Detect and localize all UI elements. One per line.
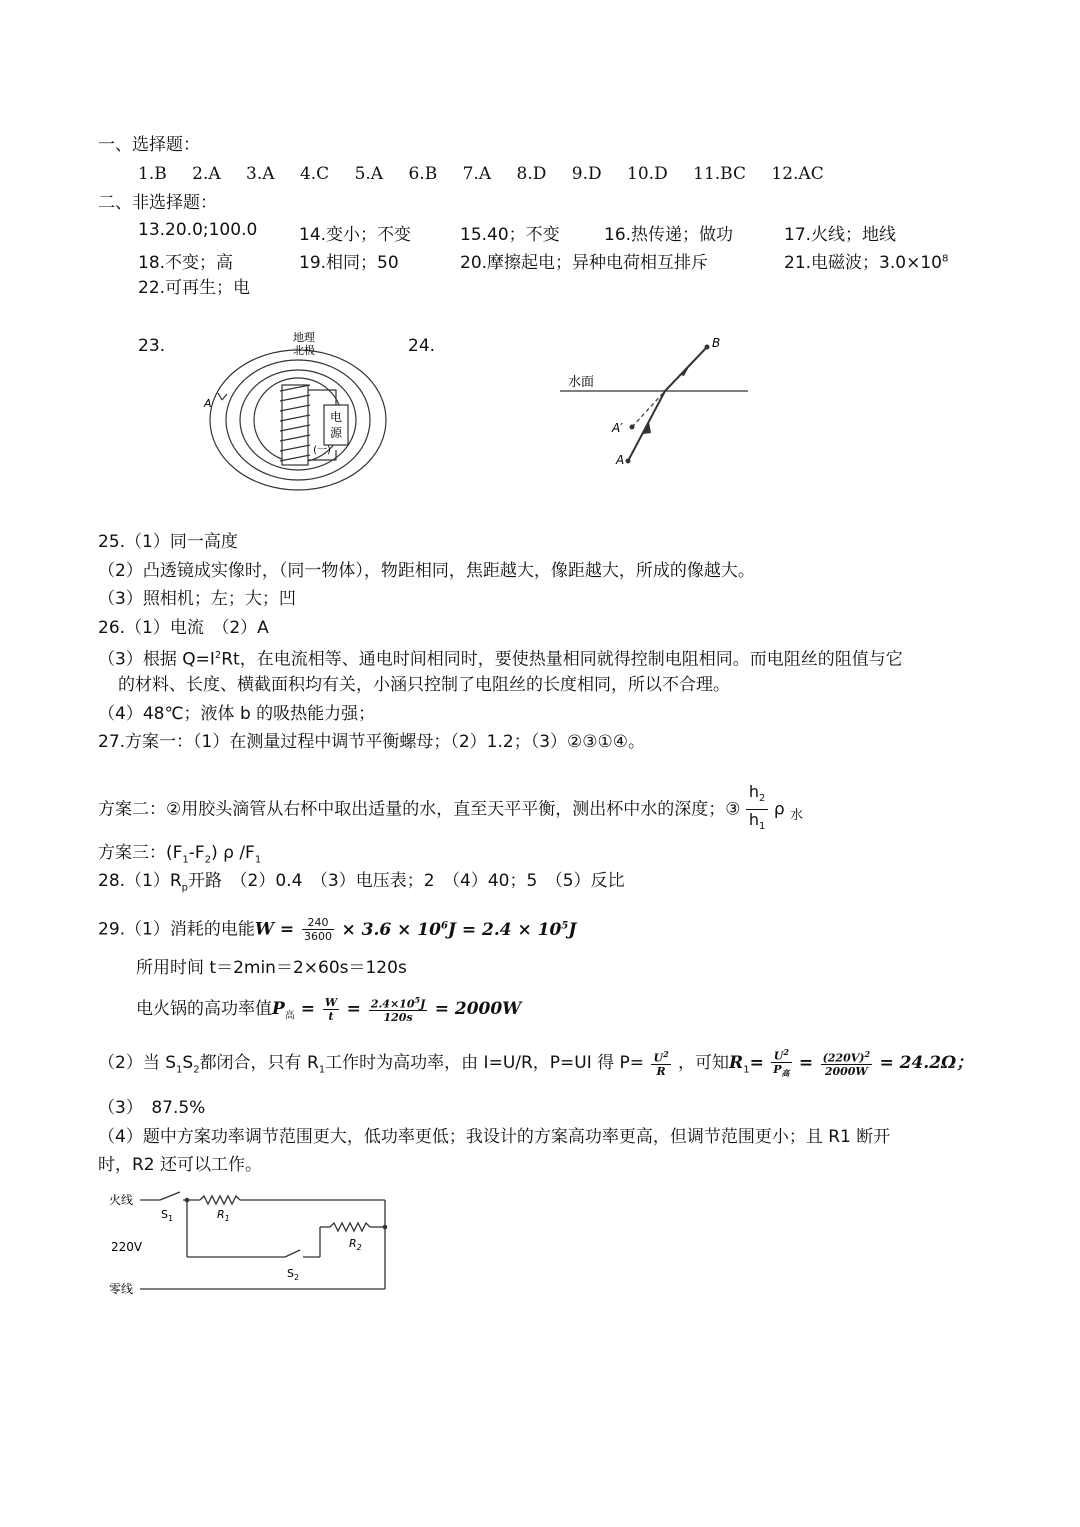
h2-sub: 2: [759, 793, 766, 805]
fraction-u2-p: [771, 1046, 791, 1081]
water-surface-label: 水面: [568, 375, 595, 390]
p-symbol: P: [773, 1063, 782, 1077]
voltage-label: 220V: [111, 1240, 143, 1254]
r1-label: [217, 1208, 230, 1223]
answer-16: 16.热传递；做功: [604, 225, 734, 245]
p2-result: = 24.2Ω；: [879, 1053, 974, 1073]
power-label-2: 源: [329, 426, 343, 440]
energy-symbol: W: [254, 919, 274, 940]
q28-line: [98, 870, 625, 899]
r2-letter: R: [349, 1237, 357, 1250]
answer-14: 14.变小；不变: [299, 225, 412, 245]
f2-sub: 2: [204, 854, 212, 866]
q27-line3: [98, 842, 261, 871]
h1-letter: h: [748, 810, 760, 830]
answer-10: 10.D: [627, 164, 668, 184]
q26-line3: 的材料、长度、横截面积均有关，小涵只控制了电阻丝的长度相同，所以不合理。: [118, 675, 730, 695]
p2-e: ，可知: [678, 1053, 730, 1073]
answer-15: 15.40；不变: [460, 225, 560, 245]
s1-label: [161, 1208, 173, 1223]
answer-7: 7.A: [462, 164, 492, 184]
neutral-wire-label: 零线: [109, 1282, 134, 1296]
q26-line2a: （3）根据 Q=I: [98, 649, 215, 670]
answer-18: 18.不变；高: [138, 253, 234, 273]
s2-sub: 2: [193, 1064, 200, 1076]
answer-13: 13.20.0;100.0: [138, 220, 258, 240]
answer-21: [784, 248, 948, 273]
point-b-label: B: [712, 336, 721, 350]
answer-21-exponent: 8: [941, 253, 949, 265]
section1-title: 一、选择题：: [98, 135, 200, 155]
power-result: = 2000W: [434, 999, 522, 1019]
r1-formula-sub: 1: [743, 1064, 750, 1076]
point-a-prime-label: A′: [612, 421, 623, 435]
q29-part4-line2: 时，R2 还可以工作。: [98, 1155, 263, 1175]
q26-line2b: Rt，在电流相等、通电时间相同时，要使热量相同就得控制电阻相同。而电阻丝的阻值与它: [221, 649, 903, 670]
exp-2: 2: [214, 650, 222, 661]
answer-6: 6.B: [408, 164, 438, 184]
p2-c: 都闭合，只有 R: [199, 1053, 319, 1073]
q23-label: 23.: [138, 336, 166, 356]
frac1-den: 3600: [304, 930, 333, 944]
q25-line3: （3）照相机；左；大；凹: [98, 589, 296, 609]
s1-sub-label: 1: [167, 1214, 174, 1223]
p1-rest-a: × 3.6 × 10: [341, 919, 441, 940]
r1-sub-label: 1: [224, 1214, 230, 1223]
q25-line2: （2）凸透镜成实像时，（同一物体），物距相同，焦距越大，像距越大，所成的像越大。: [98, 561, 755, 581]
q29-p1-label: 29.（1）消耗的电能: [98, 919, 255, 940]
frac2-exp: 5: [414, 994, 421, 1005]
answer-12: 12.AC: [771, 164, 824, 184]
fraction-energy-time: [369, 994, 427, 1025]
r2-label: [349, 1237, 362, 1252]
q29-power: 电火锅的高功率值$P_高$ = $\frac{W}{t}$ = $\frac{2.4\times 10^5J}{120s}$ = 2000W: [136, 994, 522, 1025]
equals-1: =: [749, 1053, 764, 1073]
answer-4: 4.C: [299, 164, 330, 184]
answer-22: 22.可再生；电: [138, 278, 251, 298]
q26-line2: [98, 645, 903, 671]
point-a-label: A: [616, 453, 625, 467]
frac-t: t: [328, 1009, 334, 1023]
q28-a: 28.（1）R: [98, 871, 182, 891]
s1-sub: 1: [176, 1064, 183, 1076]
s2-letter: S: [287, 1267, 294, 1280]
q24-label: 24.: [408, 336, 436, 356]
circuit-diagram: [105, 1185, 405, 1300]
f1-sub: 1: [182, 854, 189, 866]
p1-rest-b: J = 2.4 × 10: [447, 919, 562, 940]
minus-pole-label: (一): [313, 445, 331, 456]
geo-north-line1: 地理: [293, 331, 315, 344]
fraction-w-t: [323, 996, 339, 1023]
q27-line2: [98, 782, 803, 837]
q29-part4-line1: （4）题中方案功率调节范围更大，低功率更低；我设计的方案高功率更高，但调节范围更小；且 R1 断开: [98, 1127, 891, 1147]
u-symbol: U: [653, 1051, 664, 1065]
frac-w: W: [324, 995, 338, 1009]
fraction-220-2000: [821, 1048, 872, 1079]
power-label: 电火锅的高功率值: [136, 999, 272, 1019]
rho-water-sub: 水: [790, 807, 804, 823]
q29-part3: （3） 87.5%: [98, 1098, 206, 1118]
u-symbol-2: U: [773, 1049, 784, 1063]
height-ratio: [746, 782, 769, 837]
q27-plan2-text: 方案二：②用胶头滴管从右杯中取出适量的水，直至天平平衡，测出杯中水的深度；③: [98, 799, 741, 820]
point-a-label: A: [204, 397, 212, 410]
p2-d: 工作时为高功率，由 I=U/R，P=UI 得 P=: [325, 1053, 645, 1073]
u-exp: 2: [663, 1048, 669, 1059]
q25-line1: 25.（1）同一高度: [98, 532, 238, 552]
p1-rest-c: J: [568, 919, 577, 940]
power-sub: 高: [284, 1010, 295, 1022]
s2-label: [287, 1267, 299, 1282]
frac1-num: 240: [302, 916, 334, 930]
p2-b: S: [182, 1053, 194, 1073]
frac4-num: (220V): [822, 1051, 865, 1065]
frac2-den: 120s: [383, 1011, 413, 1025]
power-label-1: 电: [329, 410, 343, 424]
frac2-j: J: [420, 997, 426, 1011]
q29-time: 所用时间 t＝2min＝2×60s＝120s: [136, 958, 407, 978]
r1-letter: R: [217, 1208, 225, 1221]
answer-1: 1.B: [138, 164, 167, 184]
u-exp-2: 2: [783, 1046, 789, 1057]
plan3-a: 方案三：(F: [98, 843, 183, 863]
frac2-num: 2.4×10: [370, 997, 415, 1011]
fraction-u2-r: [651, 1048, 670, 1079]
q26-line1: 26.（1）电流 （2）A: [98, 618, 269, 638]
answer-5: 5.A: [354, 164, 384, 184]
plan3-b: -F: [188, 843, 205, 863]
answer-9: 9.D: [571, 164, 602, 184]
h1-sub: 1: [759, 821, 766, 833]
f1-sub-end: 1: [254, 854, 262, 866]
q27-line1: 27.方案一：（1）在测量过程中调节平衡螺母；（2）1.2；（3）②③①④。: [98, 732, 645, 752]
r1-sub: 1: [318, 1064, 326, 1076]
s1-letter: S: [161, 1208, 168, 1221]
r2-sub-label: 2: [356, 1243, 362, 1252]
magnetic-field-diagram: [200, 325, 400, 515]
choice-answers: [138, 163, 844, 185]
refraction-diagram: [550, 330, 760, 475]
q26-line4: （4）48℃；液体 b 的吸热能力强；: [98, 704, 376, 724]
q28-b: 开路 （2）0.4 （3）电压表；2 （4）40；5 （5）反比: [188, 871, 625, 891]
rho-symbol: ρ: [773, 799, 785, 820]
p1-exp2: 5: [561, 920, 569, 931]
r-symbol: R: [656, 1065, 666, 1079]
h2-letter: h: [748, 782, 760, 801]
answer-17: 17.火线；地线: [784, 225, 897, 245]
plan3-c: ) ρ /F: [211, 843, 255, 863]
p-sub: 高: [781, 1068, 790, 1079]
q29-part2: [98, 1045, 973, 1088]
answer-3: 3.A: [246, 164, 275, 184]
geo-north-line2: 北极: [293, 344, 315, 357]
equals-2: =: [798, 1053, 814, 1073]
fraction-240-3600: [302, 916, 334, 943]
p2-a: （2）当 S: [98, 1053, 177, 1073]
r1-symbol: R: [729, 1053, 744, 1073]
s2-sub-label: 2: [293, 1273, 300, 1282]
frac4-den: 2000W: [824, 1065, 868, 1079]
answer-19: 19.相同；50: [299, 253, 399, 273]
q29-part1: 29.（1）消耗的电能W = $\frac{240}{3600}$ × $3.6 \times 10^6J = 2.4 \times 10^5J$: [98, 916, 577, 944]
live-wire-label: 火线: [109, 1193, 134, 1207]
power-symbol: P: [272, 999, 285, 1019]
section2-title: 二、非选择题：: [98, 193, 217, 213]
p1-exp: 6: [440, 920, 448, 931]
answer-2: 2.A: [192, 164, 221, 184]
frac4-exp: 2: [864, 1048, 871, 1059]
answer-8: 8.D: [516, 164, 547, 184]
answer-20: 20.摩擦起电；异种电荷相互排斥: [460, 253, 709, 273]
rp-sub: p: [181, 882, 189, 894]
answer-11: 11.BC: [693, 164, 746, 184]
answer-21-text: 21.电磁波；3.0×10: [784, 253, 942, 273]
